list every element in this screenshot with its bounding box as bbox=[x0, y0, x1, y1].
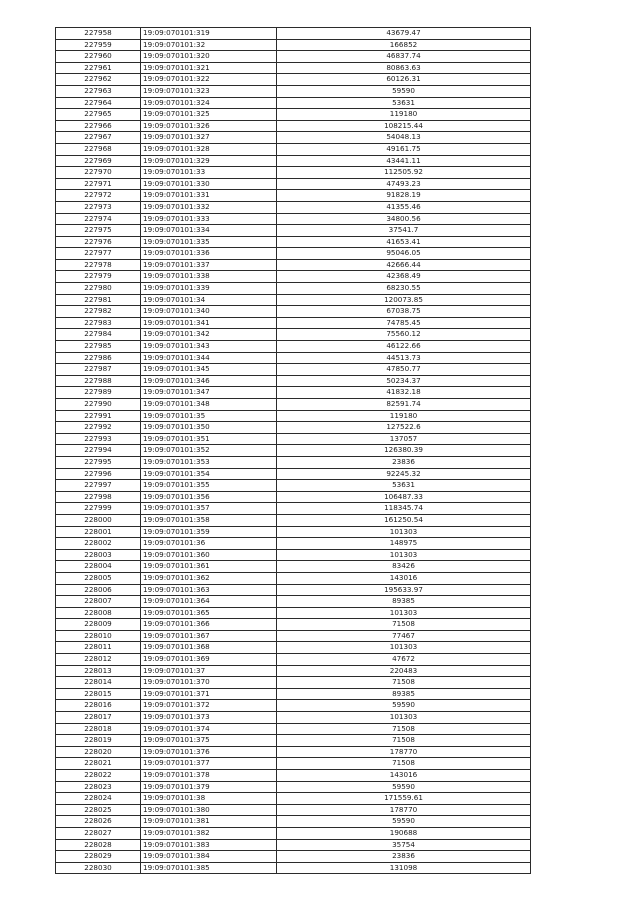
row-number-cell: 228025 bbox=[56, 804, 141, 816]
table-row bbox=[56, 642, 531, 654]
table-row bbox=[56, 700, 531, 712]
row-number-cell: 228018 bbox=[56, 723, 141, 735]
cadastral-value-cell: 178770 bbox=[277, 804, 531, 816]
cadastral-value-cell: 89385 bbox=[277, 596, 531, 608]
cadastral-value-cell: 46837.74 bbox=[277, 51, 531, 63]
table-row bbox=[56, 399, 531, 411]
cadastral-value-cell: 83426 bbox=[277, 561, 531, 573]
row-number-cell: 227963 bbox=[56, 85, 141, 97]
cadastral-number-cell: 19:09:070101:330 bbox=[141, 178, 277, 190]
cadastral-number-cell: 19:09:070101:381 bbox=[141, 816, 277, 828]
table-row bbox=[56, 283, 531, 295]
cadastral-number-cell: 19:09:070101:345 bbox=[141, 364, 277, 376]
cadastral-value-cell: 190688 bbox=[277, 827, 531, 839]
row-number-cell: 228002 bbox=[56, 538, 141, 550]
table-row bbox=[56, 746, 531, 758]
table-row bbox=[56, 120, 531, 132]
cadastral-value-cell: 95046.05 bbox=[277, 248, 531, 260]
cadastral-number-cell: 19:09:070101:337 bbox=[141, 259, 277, 271]
cadastral-value-cell: 41832.18 bbox=[277, 387, 531, 399]
row-number-cell: 228017 bbox=[56, 712, 141, 724]
row-number-cell: 227985 bbox=[56, 341, 141, 353]
row-number-cell: 227978 bbox=[56, 259, 141, 271]
cadastral-number-cell: 19:09:070101:335 bbox=[141, 236, 277, 248]
cadastral-number-cell: 19:09:070101:369 bbox=[141, 654, 277, 666]
cadastral-value-cell: 131098 bbox=[277, 862, 531, 874]
table-row bbox=[56, 410, 531, 422]
table-row bbox=[56, 213, 531, 225]
cadastral-number-cell: 19:09:070101:341 bbox=[141, 317, 277, 329]
table-row bbox=[56, 317, 531, 329]
table-row bbox=[56, 28, 531, 40]
row-number-cell: 227967 bbox=[56, 132, 141, 144]
cadastral-value-cell: 67038.75 bbox=[277, 306, 531, 318]
row-number-cell: 227979 bbox=[56, 271, 141, 283]
row-number-cell: 228005 bbox=[56, 572, 141, 584]
cadastral-number-cell: 19:09:070101:350 bbox=[141, 422, 277, 434]
cadastral-value-cell: 120073.85 bbox=[277, 294, 531, 306]
cadastral-value-cell: 42666.44 bbox=[277, 259, 531, 271]
cadastral-value-cell: 171559.61 bbox=[277, 793, 531, 805]
cadastral-number-cell: 19:09:070101:333 bbox=[141, 213, 277, 225]
cadastral-number-cell: 19:09:070101:353 bbox=[141, 456, 277, 468]
table-row bbox=[56, 839, 531, 851]
cadastral-number-cell: 19:09:070101:364 bbox=[141, 596, 277, 608]
row-number-cell: 227998 bbox=[56, 491, 141, 503]
table-row bbox=[56, 109, 531, 121]
cadastral-number-cell: 19:09:070101:374 bbox=[141, 723, 277, 735]
row-number-cell: 227976 bbox=[56, 236, 141, 248]
row-number-cell: 228023 bbox=[56, 781, 141, 793]
cadastral-value-cell: 77467 bbox=[277, 630, 531, 642]
table-row bbox=[56, 584, 531, 596]
row-number-cell: 227969 bbox=[56, 155, 141, 167]
cadastral-number-cell: 19:09:070101:356 bbox=[141, 491, 277, 503]
cadastral-number-cell: 19:09:070101:324 bbox=[141, 97, 277, 109]
table-row bbox=[56, 143, 531, 155]
cadastral-value-cell: 89385 bbox=[277, 688, 531, 700]
table-row bbox=[56, 201, 531, 213]
cadastral-value-cell: 44513.73 bbox=[277, 352, 531, 364]
cadastral-value-cell: 148975 bbox=[277, 538, 531, 550]
table-row bbox=[56, 572, 531, 584]
row-number-cell: 227988 bbox=[56, 375, 141, 387]
cadastral-value-cell: 71508 bbox=[277, 677, 531, 689]
row-number-cell: 228001 bbox=[56, 526, 141, 538]
cadastral-number-cell: 19:09:070101:376 bbox=[141, 746, 277, 758]
table-row bbox=[56, 665, 531, 677]
row-number-cell: 228006 bbox=[56, 584, 141, 596]
cadastral-value-cell: 101303 bbox=[277, 607, 531, 619]
cadastral-number-cell: 19:09:070101:342 bbox=[141, 329, 277, 341]
row-number-cell: 227977 bbox=[56, 248, 141, 260]
table-row bbox=[56, 167, 531, 179]
cadastral-value-cell: 43679.47 bbox=[277, 28, 531, 40]
cadastral-number-cell: 19:09:070101:354 bbox=[141, 468, 277, 480]
cadastral-value-cell: 137057 bbox=[277, 433, 531, 445]
cadastral-number-cell: 19:09:070101:319 bbox=[141, 28, 277, 40]
table-row bbox=[56, 468, 531, 480]
cadastral-number-cell: 19:09:070101:351 bbox=[141, 433, 277, 445]
table-row bbox=[56, 271, 531, 283]
cadastral-number-cell: 19:09:070101:327 bbox=[141, 132, 277, 144]
table-row bbox=[56, 619, 531, 631]
cadastral-number-cell: 19:09:070101:320 bbox=[141, 51, 277, 63]
row-number-cell: 227975 bbox=[56, 225, 141, 237]
table-row bbox=[56, 549, 531, 561]
cadastral-number-cell: 19:09:070101:347 bbox=[141, 387, 277, 399]
table-row bbox=[56, 422, 531, 434]
table-row bbox=[56, 770, 531, 782]
cadastral-number-cell: 19:09:070101:348 bbox=[141, 399, 277, 411]
cadastral-number-cell: 19:09:070101:346 bbox=[141, 375, 277, 387]
table-row bbox=[56, 190, 531, 202]
row-number-cell: 227966 bbox=[56, 120, 141, 132]
row-number-cell: 228029 bbox=[56, 851, 141, 863]
cadastral-number-cell: 19:09:070101:33 bbox=[141, 167, 277, 179]
cadastral-value-cell: 74785.45 bbox=[277, 317, 531, 329]
cadastral-number-cell: 19:09:070101:366 bbox=[141, 619, 277, 631]
cadastral-number-cell: 19:09:070101:372 bbox=[141, 700, 277, 712]
cadastral-number-cell: 19:09:070101:334 bbox=[141, 225, 277, 237]
table-row bbox=[56, 688, 531, 700]
cadastral-value-cell: 91828.19 bbox=[277, 190, 531, 202]
cadastral-number-cell: 19:09:070101:373 bbox=[141, 712, 277, 724]
cadastral-number-cell: 19:09:070101:361 bbox=[141, 561, 277, 573]
table-row bbox=[56, 793, 531, 805]
row-number-cell: 227982 bbox=[56, 306, 141, 318]
cadastral-value-cell: 112505.92 bbox=[277, 167, 531, 179]
cadastral-value-cell: 161250.54 bbox=[277, 514, 531, 526]
row-number-cell: 228013 bbox=[56, 665, 141, 677]
table-row bbox=[56, 514, 531, 526]
cadastral-number-cell: 19:09:070101:371 bbox=[141, 688, 277, 700]
cadastral-number-cell: 19:09:070101:322 bbox=[141, 74, 277, 86]
cadastral-value-cell: 71508 bbox=[277, 619, 531, 631]
table-row bbox=[56, 827, 531, 839]
table-row bbox=[56, 862, 531, 874]
cadastral-value-cell: 47850.77 bbox=[277, 364, 531, 376]
table-row bbox=[56, 74, 531, 86]
cadastral-number-cell: 19:09:070101:385 bbox=[141, 862, 277, 874]
table-row bbox=[56, 781, 531, 793]
row-number-cell: 227965 bbox=[56, 109, 141, 121]
row-number-cell: 227990 bbox=[56, 399, 141, 411]
table-row bbox=[56, 816, 531, 828]
table-row bbox=[56, 561, 531, 573]
cadastral-value-cell: 23836 bbox=[277, 851, 531, 863]
row-number-cell: 228015 bbox=[56, 688, 141, 700]
row-number-cell: 227986 bbox=[56, 352, 141, 364]
cadastral-number-cell: 19:09:070101:336 bbox=[141, 248, 277, 260]
row-number-cell: 227960 bbox=[56, 51, 141, 63]
cadastral-number-cell: 19:09:070101:328 bbox=[141, 143, 277, 155]
cadastral-number-cell: 19:09:070101:380 bbox=[141, 804, 277, 816]
row-number-cell: 227962 bbox=[56, 74, 141, 86]
cadastral-value-cell: 108215.44 bbox=[277, 120, 531, 132]
cadastral-value-cell: 37541.7 bbox=[277, 225, 531, 237]
table-row bbox=[56, 248, 531, 260]
cadastral-value-cell: 101303 bbox=[277, 642, 531, 654]
cadastral-value-cell: 43441.11 bbox=[277, 155, 531, 167]
cadastral-value-cell: 195633.97 bbox=[277, 584, 531, 596]
row-number-cell: 228028 bbox=[56, 839, 141, 851]
cadastral-value-cell: 47493.23 bbox=[277, 178, 531, 190]
row-number-cell: 228010 bbox=[56, 630, 141, 642]
row-number-cell: 227968 bbox=[56, 143, 141, 155]
row-number-cell: 227983 bbox=[56, 317, 141, 329]
row-number-cell: 227959 bbox=[56, 39, 141, 51]
table-row bbox=[56, 456, 531, 468]
row-number-cell: 227999 bbox=[56, 503, 141, 515]
cadastral-number-cell: 19:09:070101:38 bbox=[141, 793, 277, 805]
cadastral-value-cell: 59590 bbox=[277, 781, 531, 793]
table-row bbox=[56, 433, 531, 445]
cadastral-value-cell: 101303 bbox=[277, 526, 531, 538]
table-row bbox=[56, 97, 531, 109]
row-number-cell: 227972 bbox=[56, 190, 141, 202]
table-row bbox=[56, 804, 531, 816]
cadastral-number-cell: 19:09:070101:332 bbox=[141, 201, 277, 213]
cadastral-value-cell: 50234.37 bbox=[277, 375, 531, 387]
row-number-cell: 228007 bbox=[56, 596, 141, 608]
cadastral-number-cell: 19:09:070101:340 bbox=[141, 306, 277, 318]
cadastral-number-cell: 19:09:070101:368 bbox=[141, 642, 277, 654]
cadastral-number-cell: 19:09:070101:367 bbox=[141, 630, 277, 642]
table-row bbox=[56, 851, 531, 863]
table-body bbox=[56, 28, 531, 874]
cadastral-number-cell: 19:09:070101:370 bbox=[141, 677, 277, 689]
cadastral-value-cell: 46122.66 bbox=[277, 341, 531, 353]
cadastral-number-cell: 19:09:070101:359 bbox=[141, 526, 277, 538]
table-row bbox=[56, 352, 531, 364]
cadastral-value-cell: 59590 bbox=[277, 700, 531, 712]
row-number-cell: 227991 bbox=[56, 410, 141, 422]
row-number-cell: 227984 bbox=[56, 329, 141, 341]
cadastral-number-cell: 19:09:070101:37 bbox=[141, 665, 277, 677]
row-number-cell: 228021 bbox=[56, 758, 141, 770]
row-number-cell: 227992 bbox=[56, 422, 141, 434]
cadastral-value-cell: 53631 bbox=[277, 480, 531, 492]
cadastral-value-cell: 71508 bbox=[277, 723, 531, 735]
cadastral-value-cell: 127522.6 bbox=[277, 422, 531, 434]
cadastral-number-cell: 19:09:070101:36 bbox=[141, 538, 277, 550]
row-number-cell: 228012 bbox=[56, 654, 141, 666]
table-row bbox=[56, 39, 531, 51]
cadastral-value-table bbox=[55, 27, 531, 874]
table-row bbox=[56, 51, 531, 63]
cadastral-number-cell: 19:09:070101:363 bbox=[141, 584, 277, 596]
cadastral-number-cell: 19:09:070101:358 bbox=[141, 514, 277, 526]
table-row bbox=[56, 607, 531, 619]
cadastral-number-cell: 19:09:070101:379 bbox=[141, 781, 277, 793]
cadastral-number-cell: 19:09:070101:383 bbox=[141, 839, 277, 851]
cadastral-value-cell: 101303 bbox=[277, 549, 531, 561]
table-row bbox=[56, 132, 531, 144]
cadastral-value-cell: 53631 bbox=[277, 97, 531, 109]
cadastral-number-cell: 19:09:070101:339 bbox=[141, 283, 277, 295]
cadastral-number-cell: 19:09:070101:34 bbox=[141, 294, 277, 306]
table-row bbox=[56, 364, 531, 376]
row-number-cell: 228011 bbox=[56, 642, 141, 654]
cadastral-number-cell: 19:09:070101:382 bbox=[141, 827, 277, 839]
table-row bbox=[56, 375, 531, 387]
row-number-cell: 227961 bbox=[56, 62, 141, 74]
row-number-cell: 227989 bbox=[56, 387, 141, 399]
cadastral-number-cell: 19:09:070101:323 bbox=[141, 85, 277, 97]
cadastral-value-cell: 75560.12 bbox=[277, 329, 531, 341]
cadastral-number-cell: 19:09:070101:377 bbox=[141, 758, 277, 770]
table-row bbox=[56, 712, 531, 724]
cadastral-value-cell: 41355.46 bbox=[277, 201, 531, 213]
row-number-cell: 227994 bbox=[56, 445, 141, 457]
cadastral-value-cell: 143016 bbox=[277, 770, 531, 782]
row-number-cell: 227993 bbox=[56, 433, 141, 445]
cadastral-value-cell: 49161.75 bbox=[277, 143, 531, 155]
cadastral-value-cell: 59590 bbox=[277, 85, 531, 97]
cadastral-value-cell: 178770 bbox=[277, 746, 531, 758]
cadastral-value-cell: 60126.31 bbox=[277, 74, 531, 86]
cadastral-value-cell: 35754 bbox=[277, 839, 531, 851]
table-row bbox=[56, 526, 531, 538]
table-row bbox=[56, 85, 531, 97]
row-number-cell: 228030 bbox=[56, 862, 141, 874]
cadastral-value-cell: 101303 bbox=[277, 712, 531, 724]
cadastral-value-cell: 119180 bbox=[277, 410, 531, 422]
row-number-cell: 228020 bbox=[56, 746, 141, 758]
table-row bbox=[56, 480, 531, 492]
cadastral-value-cell: 119180 bbox=[277, 109, 531, 121]
cadastral-number-cell: 19:09:070101:338 bbox=[141, 271, 277, 283]
table-row bbox=[56, 491, 531, 503]
cadastral-value-cell: 41653.41 bbox=[277, 236, 531, 248]
row-number-cell: 227980 bbox=[56, 283, 141, 295]
cadastral-number-cell: 19:09:070101:384 bbox=[141, 851, 277, 863]
cadastral-value-cell: 71508 bbox=[277, 758, 531, 770]
row-number-cell: 227981 bbox=[56, 294, 141, 306]
cadastral-value-cell: 166852 bbox=[277, 39, 531, 51]
table-row bbox=[56, 387, 531, 399]
cadastral-number-cell: 19:09:070101:365 bbox=[141, 607, 277, 619]
row-number-cell: 227964 bbox=[56, 97, 141, 109]
row-number-cell: 227971 bbox=[56, 178, 141, 190]
cadastral-value-cell: 92245.32 bbox=[277, 468, 531, 480]
cadastral-value-cell: 106487.33 bbox=[277, 491, 531, 503]
cadastral-value-cell: 68230.55 bbox=[277, 283, 531, 295]
table-row bbox=[56, 259, 531, 271]
cadastral-number-cell: 19:09:070101:360 bbox=[141, 549, 277, 561]
cadastral-value-cell: 47672 bbox=[277, 654, 531, 666]
table-row bbox=[56, 596, 531, 608]
row-number-cell: 228019 bbox=[56, 735, 141, 747]
cadastral-value-cell: 34800.56 bbox=[277, 213, 531, 225]
row-number-cell: 227987 bbox=[56, 364, 141, 376]
table-row bbox=[56, 735, 531, 747]
table-row bbox=[56, 723, 531, 735]
table-row bbox=[56, 341, 531, 353]
row-number-cell: 227974 bbox=[56, 213, 141, 225]
cadastral-number-cell: 19:09:070101:357 bbox=[141, 503, 277, 515]
row-number-cell: 228000 bbox=[56, 514, 141, 526]
row-number-cell: 228003 bbox=[56, 549, 141, 561]
cadastral-value-cell: 71508 bbox=[277, 735, 531, 747]
table-row bbox=[56, 503, 531, 515]
row-number-cell: 227970 bbox=[56, 167, 141, 179]
row-number-cell: 227997 bbox=[56, 480, 141, 492]
table-row bbox=[56, 329, 531, 341]
cadastral-number-cell: 19:09:070101:329 bbox=[141, 155, 277, 167]
cadastral-value-cell: 143016 bbox=[277, 572, 531, 584]
cadastral-value-cell: 23836 bbox=[277, 456, 531, 468]
table-row bbox=[56, 178, 531, 190]
cadastral-number-cell: 19:09:070101:326 bbox=[141, 120, 277, 132]
cadastral-number-cell: 19:09:070101:378 bbox=[141, 770, 277, 782]
cadastral-number-cell: 19:09:070101:32 bbox=[141, 39, 277, 51]
cadastral-value-cell: 80863.63 bbox=[277, 62, 531, 74]
table-row bbox=[56, 677, 531, 689]
cadastral-number-cell: 19:09:070101:355 bbox=[141, 480, 277, 492]
cadastral-value-cell: 42368.49 bbox=[277, 271, 531, 283]
table-row bbox=[56, 155, 531, 167]
table-row bbox=[56, 62, 531, 74]
row-number-cell: 227996 bbox=[56, 468, 141, 480]
table-row bbox=[56, 236, 531, 248]
cadastral-number-cell: 19:09:070101:375 bbox=[141, 735, 277, 747]
row-number-cell: 228024 bbox=[56, 793, 141, 805]
row-number-cell: 228009 bbox=[56, 619, 141, 631]
cadastral-number-cell: 19:09:070101:344 bbox=[141, 352, 277, 364]
cadastral-value-cell: 59590 bbox=[277, 816, 531, 828]
row-number-cell: 228008 bbox=[56, 607, 141, 619]
table-row bbox=[56, 225, 531, 237]
row-number-cell: 228027 bbox=[56, 827, 141, 839]
cadastral-number-cell: 19:09:070101:325 bbox=[141, 109, 277, 121]
cadastral-value-cell: 82591.74 bbox=[277, 399, 531, 411]
table-row bbox=[56, 538, 531, 550]
cadastral-value-cell: 220483 bbox=[277, 665, 531, 677]
row-number-cell: 228026 bbox=[56, 816, 141, 828]
table-row bbox=[56, 294, 531, 306]
cadastral-number-cell: 19:09:070101:352 bbox=[141, 445, 277, 457]
row-number-cell: 228016 bbox=[56, 700, 141, 712]
cadastral-number-cell: 19:09:070101:321 bbox=[141, 62, 277, 74]
row-number-cell: 227958 bbox=[56, 28, 141, 40]
row-number-cell: 227995 bbox=[56, 456, 141, 468]
row-number-cell: 228004 bbox=[56, 561, 141, 573]
cadastral-number-cell: 19:09:070101:362 bbox=[141, 572, 277, 584]
cadastral-value-cell: 54048.13 bbox=[277, 132, 531, 144]
cadastral-value-cell: 126380.39 bbox=[277, 445, 531, 457]
table-row bbox=[56, 630, 531, 642]
cadastral-number-cell: 19:09:070101:343 bbox=[141, 341, 277, 353]
row-number-cell: 227973 bbox=[56, 201, 141, 213]
row-number-cell: 228022 bbox=[56, 770, 141, 782]
table-row bbox=[56, 445, 531, 457]
cadastral-value-cell: 118345.74 bbox=[277, 503, 531, 515]
row-number-cell: 228014 bbox=[56, 677, 141, 689]
table-row bbox=[56, 306, 531, 318]
table-row bbox=[56, 654, 531, 666]
cadastral-number-cell: 19:09:070101:35 bbox=[141, 410, 277, 422]
cadastral-number-cell: 19:09:070101:331 bbox=[141, 190, 277, 202]
table-row bbox=[56, 758, 531, 770]
